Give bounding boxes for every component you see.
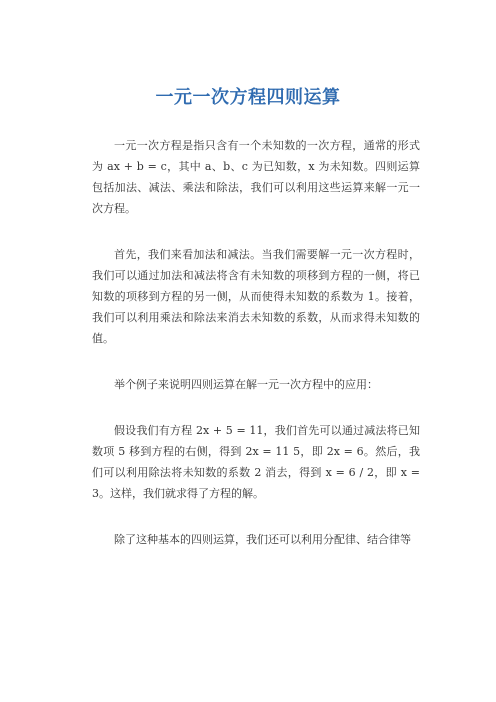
document-body [92, 135, 420, 575]
paragraph-1: 一元一次方程是指只含有一个未知数的一次方程，通常的形式为 ax + b = c，其中 a、b、c 为已知数，x 为未知数。四则运算包括加法、减法、乘法和除法，我们可以利用这些运算来解一元一次方程。 [92, 139, 420, 215]
paragraph-2: 首先，我们来看加法和减法。当我们需要解一元一次方程时，我们可以通过加法和减法将含有未知数的项移到方程的一侧，将已知数的项移到方程的另一侧，从而使得未知数的系数为 1。接着，我们可以利用乘法和除法来消去未知数的系数，从而求得未知数的值。 [92, 248, 420, 345]
document-title: 一元一次方程四则运算 [155, 87, 341, 108]
paragraph-5: 除了这种基本的四则运算，我们还可以利用分配律、结合律等 [114, 533, 411, 546]
paragraph-4: 假设我们有方程 2x + 5 = 11，我们首先可以通过减法将已知数项 5 移到方程的右侧，得到 2x = 11 5，即 2x = 6。然后，我们可以利用除法将未知数的系数 2 消去，得到 x = 6 / 2，即 x = 3。这样，我们就求得了方程的解。 [92, 424, 420, 500]
paragraph-3: 举个例子来说明四则运算在解一元一次方程中的应用： [114, 378, 378, 391]
